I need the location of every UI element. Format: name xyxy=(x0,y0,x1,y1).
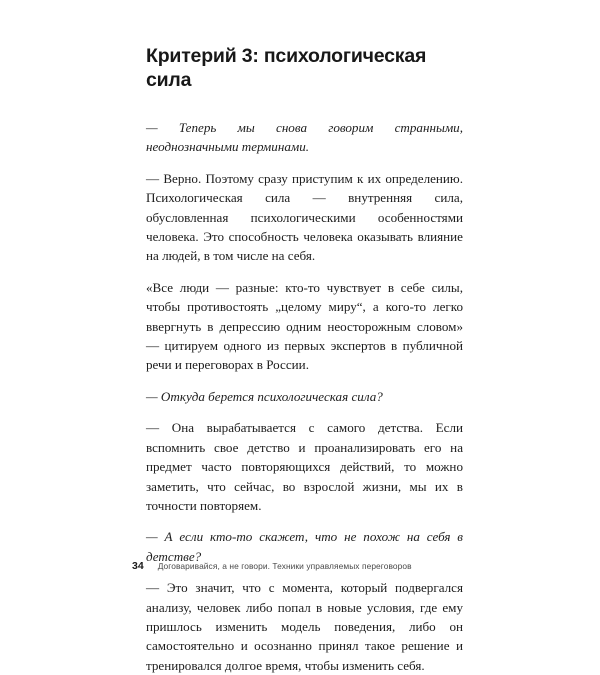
page-content xyxy=(146,44,463,675)
footer-book-title: Договаривайся, а не говори. Техники управляемых переговоров xyxy=(157,561,412,571)
body-paragraph-7: — Это значит, что с момента, который подвергался анализу, человек либо попал в новые условия, где ему пришлось изменить модель поведения, либо он самостоятельно и осознанно принял такое решение и тренировался долгое время, чтобы изменить себя. xyxy=(146,580,463,673)
page-title: Критерий 3: психологическая сила xyxy=(146,45,427,91)
body-paragraph-5: — Она вырабатывается с самого детства. Если вспомнить свое детство и проанализировать его на предмет часто повторяющихся действий, то можно заметить, что сейчас, во взрослой жизни, мы их в точности повторяем. xyxy=(146,420,463,513)
body-paragraph-2: — Верно. Поэтому сразу приступим к их определению. Психологическая сила — внутренняя сила, обусловленная психологическими особенностями человека. Это способность человека оказывать влияние на людей, в том числе на себя. xyxy=(146,170,463,264)
footer-page-number: 34 xyxy=(132,560,144,572)
body-paragraph-6-question: — А если кто-то скажет, что не похож на себя в детстве? xyxy=(146,529,463,564)
body-paragraph-3-quote: «Все люди — разные: кто-то чувствует в себе силы, чтобы противостоять „целому миру“, а кого-то легко ввергнуть в депрессию одним неосторожным словом» — цитируем одного из первых экспертов в публичной речи и переговорах в России. xyxy=(146,279,463,373)
body-paragraph-4-question: — Откуда берется психологическая сила? xyxy=(146,388,383,404)
page-footer xyxy=(132,560,472,573)
body-paragraph-1: — Теперь мы снова говорим странными, неоднозначными терминами. xyxy=(146,120,463,155)
